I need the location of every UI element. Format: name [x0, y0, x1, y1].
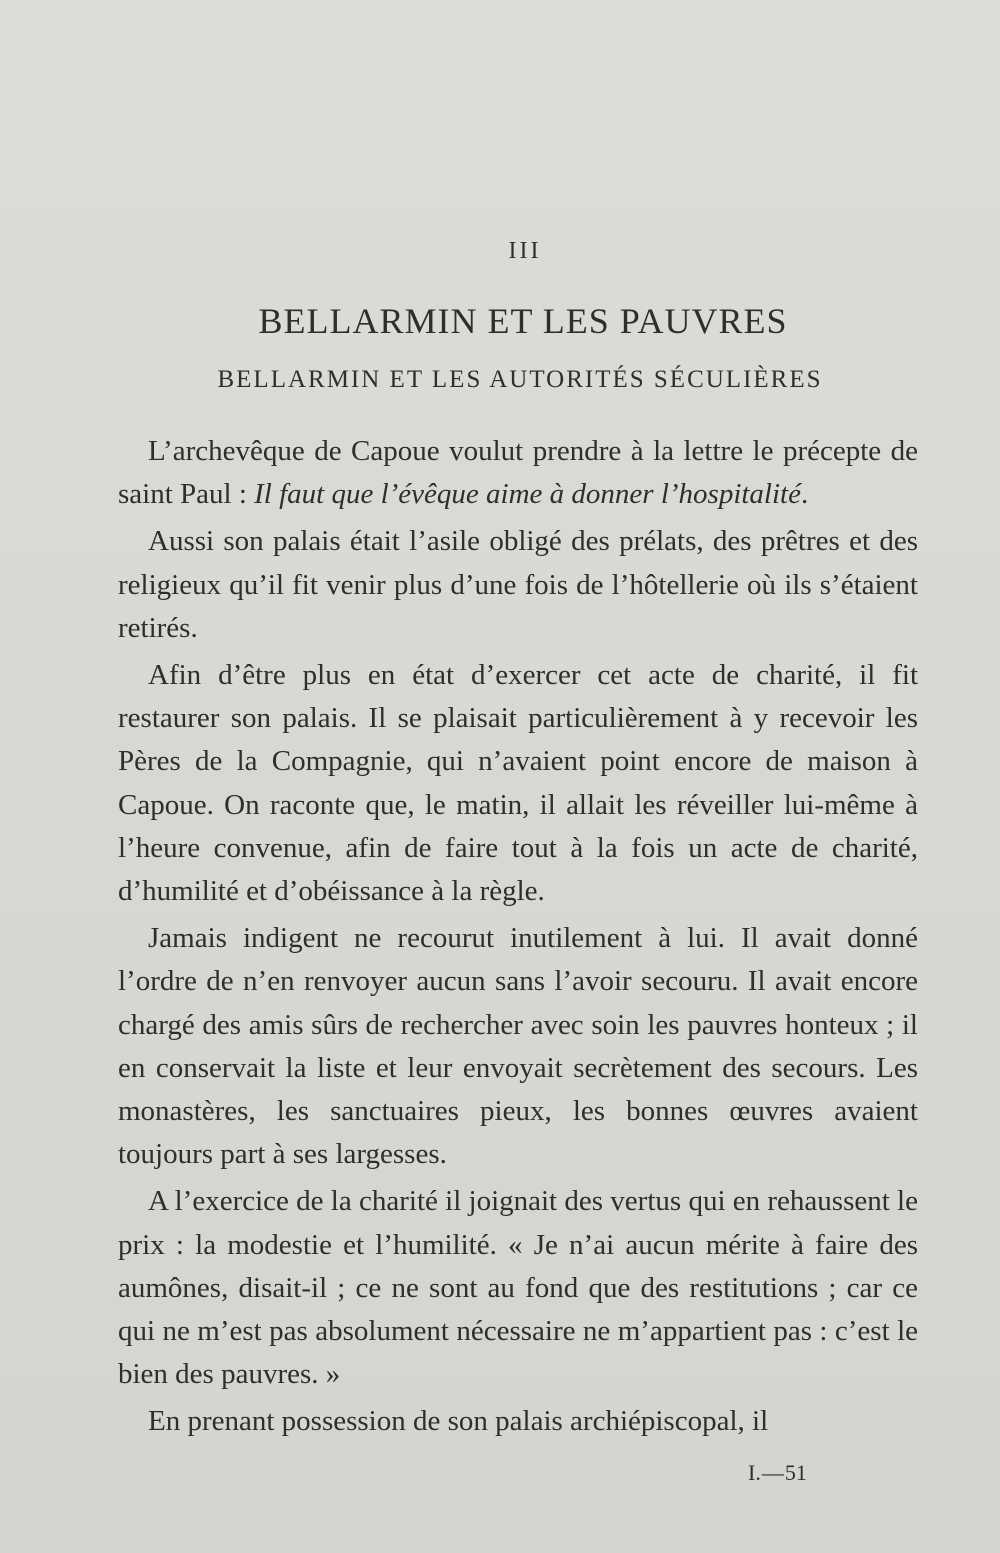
folio-separator: — — [761, 1460, 784, 1485]
paragraph — [118, 430, 918, 516]
chapter-title: BELLARMIN ET LES PAUVRES — [258, 301, 788, 341]
paragraph: En prenant possession de son palais archiépiscopal, il — [148, 1405, 769, 1438]
page-number: 51 — [784, 1460, 807, 1485]
chapter-number: III — [508, 238, 542, 264]
page-folio — [748, 1460, 807, 1486]
paragraph: Aussi son palais était l’asile obligé des prélats, des prêtres et des religieux qu’il fit venir plus d’une fois de l’hôtellerie où ils s’étaient retirés. — [118, 525, 918, 644]
chapter-subtitle: BELLARMIN ET LES AUTORITÉS SÉCULIÈRES — [217, 366, 823, 393]
paragraph: Jamais indigent ne recourut inutilement à lui. Il avait donné l’ordre de n’en renvoyer aucun sans l’avoir secouru. Il avait encore chargé des amis sûrs de rechercher avec soin les pauvres honteux ; il en conservait la liste et leur envoyait secrètement des secours. Les monastères, les sanctuaires pieux, les bonnes œuvres avaient toujours part à ses largesses. — [118, 922, 918, 1171]
volume-number: I. — [748, 1460, 761, 1485]
scripture-quote: Il faut que l’évêque aime à donner l’hospitalité — [254, 478, 801, 511]
body-text — [118, 430, 918, 1448]
paragraph-text: . — [800, 478, 809, 511]
paragraph: A l’exercice de la charité il joignait des vertus qui en rehaussent le prix : la modestie et l’humilité. « Je n’ai aucun mérite à faire des aumônes, disait-il ; ce ne sont au fond que des restitutions ; car ce qui ne m’est pas absolument nécessaire ne m’appartient pas : c’est le bien des pauvres. » — [118, 1185, 918, 1391]
paragraph: Afin d’être plus en état d’exercer cet acte de charité, il fit restaurer son palais. Il se plaisait particulièrement à y recevoir les Pères de la Compagnie, qui n’avaient point encore de maison à Capoue. On raconte que, le matin, il allait les réveiller lui-même à l’heure convenue, afin de faire tout à la fois un acte de charité, d’humilité et d’obéissance à la règle. — [118, 659, 918, 908]
paragraph-text: L’archevêque de Capoue voulut prendre à la lettre le précepte de saint Paul : — [118, 435, 918, 511]
